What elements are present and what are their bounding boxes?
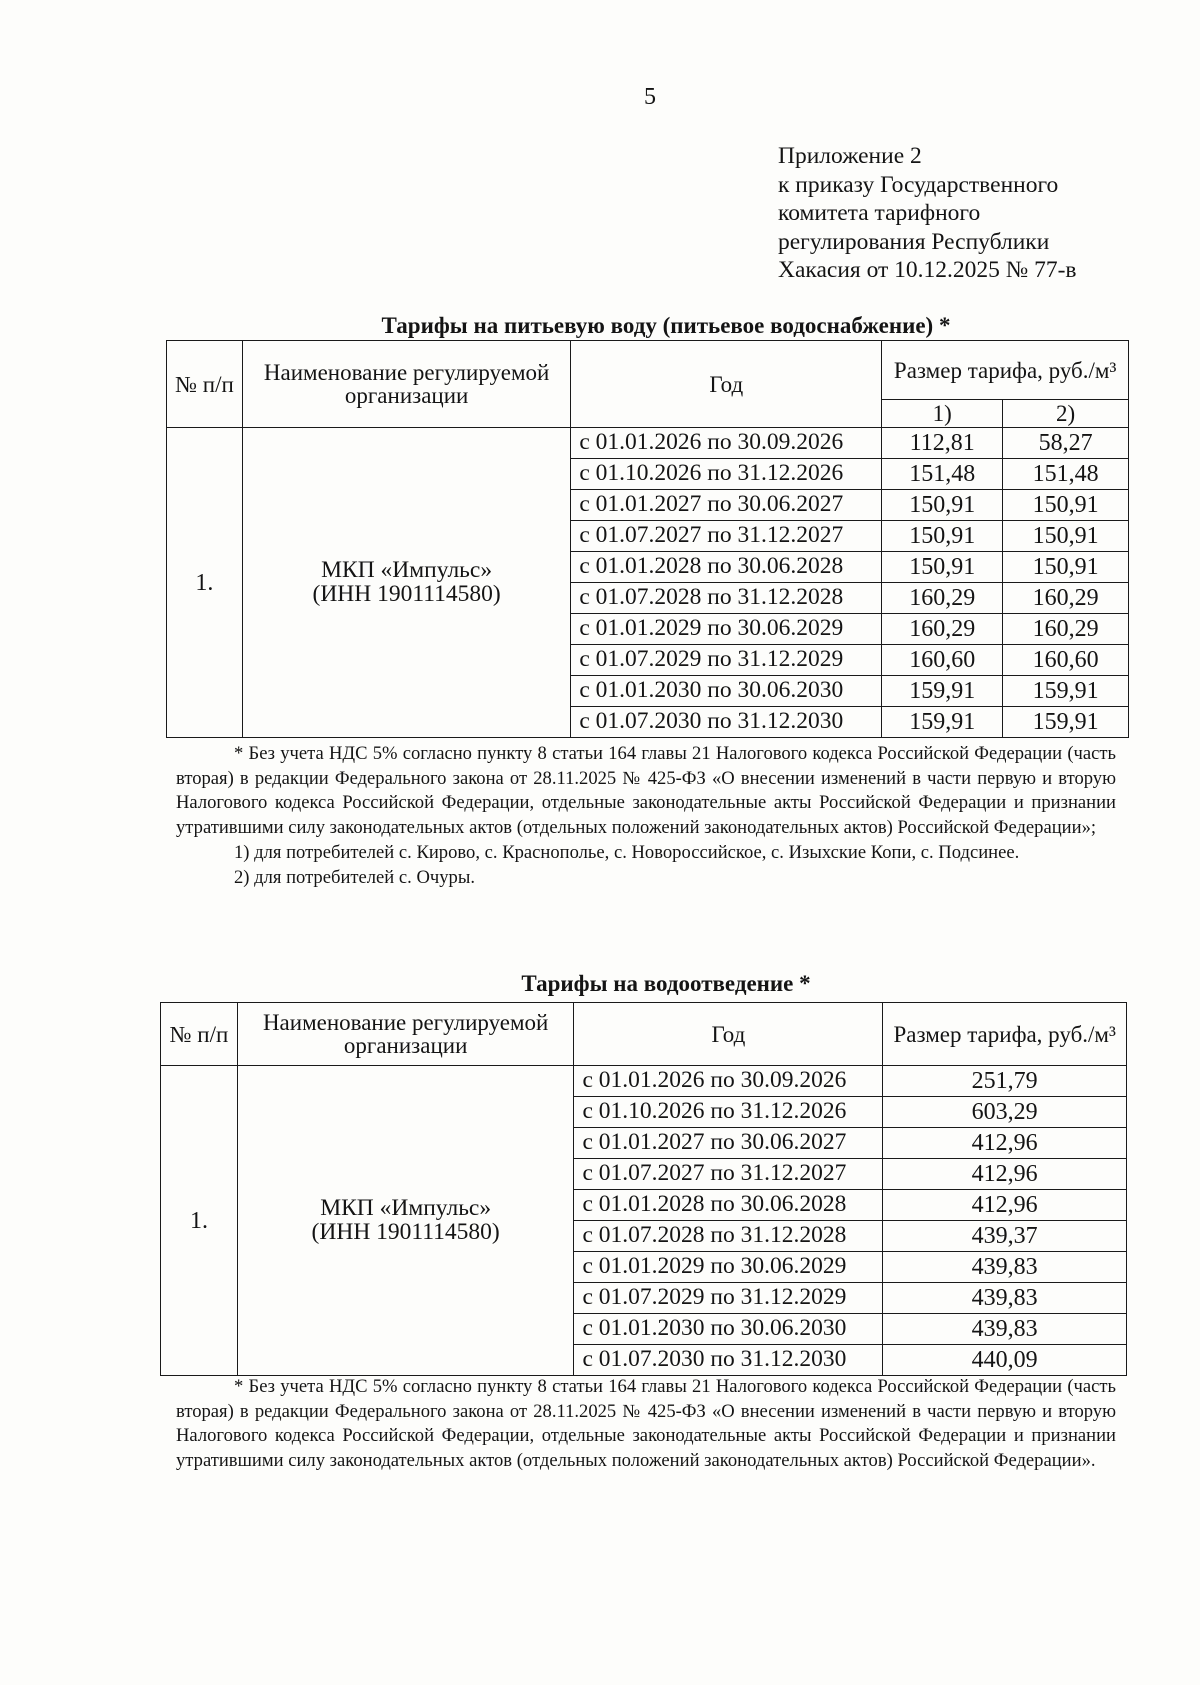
period-cell: с 01.01.2030 по 30.06.2030 (574, 1314, 883, 1345)
header-org: Наименование регулируемой организации (242, 341, 571, 428)
period-cell: с 01.01.2029 по 30.06.2029 (571, 614, 882, 645)
consumer-note-2: 2) для потребителей с. Очуры. (234, 866, 475, 888)
tariff-value-1: 112,81 (882, 428, 1003, 459)
appendix-line: Хакасия от 10.12.2025 № 77-в (778, 257, 1077, 284)
header-sub-1: 1) (882, 400, 1003, 428)
wastewater-footnotes (176, 1375, 1116, 1474)
period-cell: с 01.07.2030 по 31.12.2030 (571, 707, 882, 738)
appendix-block (778, 142, 1077, 285)
period-cell: с 01.07.2028 по 31.12.2028 (571, 583, 882, 614)
period-cell: с 01.01.2029 по 30.06.2029 (574, 1252, 883, 1283)
tariff-value-2: 151,48 (1003, 459, 1129, 490)
organization-inn: (ИНН 1901114580) (312, 580, 501, 607)
period-cell: с 01.01.2028 по 30.06.2028 (571, 552, 882, 583)
tariff-value-2: 159,91 (1003, 707, 1129, 738)
vat-footnote: * Без учета НДС 5% согласно пункту 8 статьи 164 главы 21 Налогового кодекса Российской Федерации (часть вторая) в редакции Федерального закона от 28.11.2025 № 425-ФЗ «О внесении изменений в части первую и вторую Налогового кодекса Российской Федерации, отдельные законодательные акты Российской Федерации и признании утратившими силу законодательных актов (отдельных положений законодательных актов) Российской Федерации». (176, 1376, 1116, 1472)
tariff-value: 603,29 (883, 1097, 1127, 1128)
tariff-value: 412,96 (883, 1190, 1127, 1221)
tariff-value-2: 58,27 (1003, 428, 1129, 459)
appendix-line: Приложение 2 (778, 143, 922, 169)
wastewater-table-title: Тарифы на водоотведение * (521, 971, 811, 996)
tariff-value-2: 159,91 (1003, 676, 1129, 707)
period-cell: с 01.01.2028 по 30.06.2028 (574, 1190, 883, 1221)
period-cell: с 01.07.2029 по 31.12.2029 (574, 1283, 883, 1314)
tariff-value-2: 160,29 (1003, 583, 1129, 614)
period-cell: с 01.01.2027 по 30.06.2027 (574, 1128, 883, 1159)
period-cell: с 01.01.2026 по 30.09.2026 (571, 428, 882, 459)
tariff-value: 412,96 (883, 1128, 1127, 1159)
period-cell: с 01.07.2028 по 31.12.2028 (574, 1221, 883, 1252)
tariff-value-1: 150,91 (882, 552, 1003, 583)
organization-inn: (ИНН 1901114580) (311, 1218, 500, 1245)
tariff-value-1: 160,29 (882, 614, 1003, 645)
header-num: № п/п (161, 1003, 238, 1066)
tariff-value: 439,83 (883, 1283, 1127, 1314)
appendix-line: комитета тарифного (778, 200, 981, 227)
organization-cell (242, 428, 571, 738)
header-tariff: Размер тарифа, руб./м³ (882, 341, 1129, 400)
vat-footnote: * Без учета НДС 5% согласно пункту 8 статьи 164 главы 21 Налогового кодекса Российской Федерации (часть вторая) в редакции Федерального закона от 28.11.2025 № 425-ФЗ «О внесении изменений в части первую и вторую Налогового кодекса Российской Федерации, отдельные законодательные акты Российской Федерации и признании утратившими силу законодательных актов (отдельных положений законодательных актов) Российской Федерации»; (176, 743, 1116, 839)
tariff-value-1: 159,91 (882, 676, 1003, 707)
appendix-line: регулирования Республики (778, 228, 1050, 255)
consumer-note-1: 1) для потребителей с. Кирово, с. Краснополье, с. Новороссийское, с. Изыхские Копи, с. Подсинее. (234, 841, 1020, 863)
period-cell: с 01.01.2030 по 30.06.2030 (571, 676, 882, 707)
period-cell: с 01.07.2027 по 31.12.2027 (571, 521, 882, 552)
wastewater-tariff-table (160, 1002, 1127, 1376)
organization-name: МКП «Импульс» (321, 557, 493, 583)
table-row (167, 428, 1129, 459)
tariff-value-1: 150,91 (882, 521, 1003, 552)
drinking-water-table-title: Тарифы на питьевую воду (питьевое водоснабжение) * (381, 313, 951, 338)
appendix-line: к приказу Государственного (778, 171, 1059, 198)
tariff-value: 440,09 (883, 1345, 1127, 1376)
table-row (161, 1066, 1127, 1097)
period-cell: с 01.10.2026 по 31.12.2026 (571, 459, 882, 490)
row-number: 1. (161, 1066, 238, 1376)
header-org: Наименование регулируемой организации (237, 1003, 574, 1066)
tariff-value: 439,83 (883, 1252, 1127, 1283)
tariff-value-1: 160,29 (882, 583, 1003, 614)
header-num: № п/п (167, 341, 243, 428)
row-number: 1. (167, 428, 243, 738)
header-tariff: Размер тарифа, руб./м³ (883, 1003, 1127, 1066)
header-year: Год (574, 1003, 883, 1066)
tariff-value-2: 160,60 (1003, 645, 1129, 676)
drinking-water-footnotes (176, 742, 1116, 890)
period-cell: с 01.10.2026 по 31.12.2026 (574, 1097, 883, 1128)
period-cell: с 01.07.2027 по 31.12.2027 (574, 1159, 883, 1190)
period-cell: с 01.07.2030 по 31.12.2030 (574, 1345, 883, 1376)
period-cell: с 01.01.2026 по 30.09.2026 (574, 1066, 883, 1097)
organization-name: МКП «Импульс» (320, 1195, 492, 1221)
tariff-value-1: 159,91 (882, 707, 1003, 738)
tariff-value-1: 150,91 (882, 490, 1003, 521)
tariff-value-2: 150,91 (1003, 552, 1129, 583)
organization-cell (237, 1066, 574, 1376)
period-cell: с 01.01.2027 по 30.06.2027 (571, 490, 882, 521)
tariff-value-1: 151,48 (882, 459, 1003, 490)
tariff-value-2: 160,29 (1003, 614, 1129, 645)
tariff-value: 439,83 (883, 1314, 1127, 1345)
tariff-value: 251,79 (883, 1066, 1127, 1097)
drinking-water-tariff-table (166, 340, 1129, 738)
tariff-value: 439,37 (883, 1221, 1127, 1252)
period-cell: с 01.07.2029 по 31.12.2029 (571, 645, 882, 676)
tariff-value-1: 160,60 (882, 645, 1003, 676)
page-number: 5 (644, 84, 656, 110)
header-sub-2: 2) (1003, 400, 1129, 428)
header-year: Год (571, 341, 882, 428)
tariff-value: 412,96 (883, 1159, 1127, 1190)
tariff-value-2: 150,91 (1003, 521, 1129, 552)
tariff-value-2: 150,91 (1003, 490, 1129, 521)
